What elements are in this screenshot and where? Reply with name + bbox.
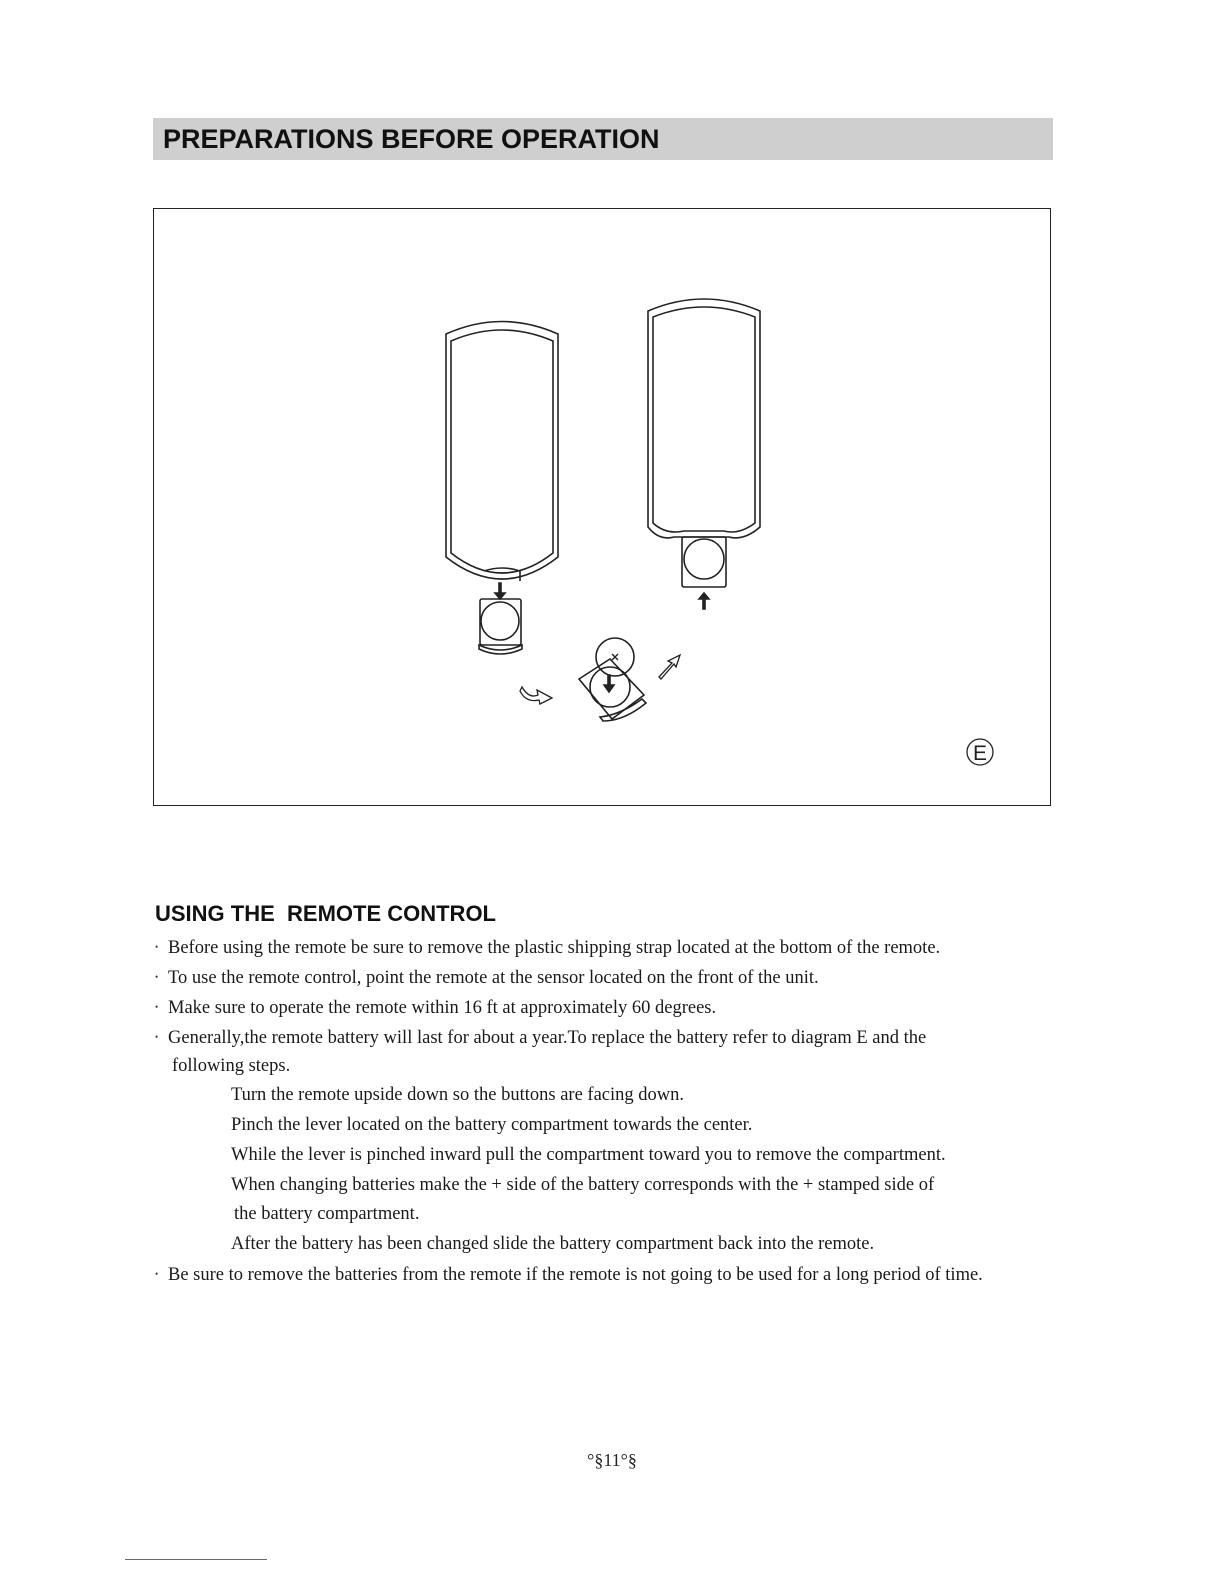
bullet-icon: • [155,972,159,982]
bullet-icon: • [155,1002,159,1012]
middle-down-arrow-icon [604,675,614,692]
step-item-continuation: the battery compartment. [234,1204,420,1224]
left-compartment [480,599,521,645]
step-item: Pinch the lever located on the battery compartment towards the center. [231,1115,753,1135]
up-right-arrow-icon [659,655,680,679]
up-arrow-icon [699,593,709,609]
figure-label: E [972,742,988,765]
down-arrow-icon [495,583,505,599]
footer-rule [125,1559,267,1560]
step-item: After the battery has been changed slide the battery compartment back into the remote. [231,1234,875,1254]
step-item: When changing batteries make the + side of the battery corresponds with the + stamped side of [231,1175,935,1195]
list-item: • Before using the remote be sure to remove the plastic shipping strap located at the bottom of the remote. [155,938,941,958]
right-battery [684,539,724,579]
list-item: • Generally,the remote battery will last for about a year.To replace the battery refer to diagram E and the [155,1028,927,1048]
rotate-arrow-icon [520,687,552,704]
list-item-continuation: following steps. [172,1056,291,1076]
list-item: • Be sure to remove the batteries from the remote if the remote is not going to be used for a long period of time. [155,1265,983,1285]
bullet-icon: • [155,1269,159,1279]
bullet-icon: • [155,1032,159,1042]
battery-replacement-diagram [154,209,1052,807]
left-compartment-base [479,645,522,654]
bullet-icon: • [155,942,159,952]
section-title: USING THE REMOTE CONTROL [155,901,496,926]
step-item: Turn the remote upside down so the buttons are facing down. [231,1085,685,1105]
header-banner [153,118,1053,160]
diagram-e-box [153,208,1051,806]
plus-mark-icon [612,654,618,660]
left-remote-outline [446,322,558,580]
step-item: While the lever is pinched inward pull the compartment toward you to remove the compartment. [231,1145,946,1165]
page-title: PREPARATIONS BEFORE OPERATION [163,124,660,154]
left-battery [481,602,519,640]
list-item: • Make sure to operate the remote within 16 ft at approximately 60 degrees. [155,998,717,1018]
page-number: °§11°§ [587,1450,637,1470]
right-remote-outline [648,299,760,538]
list-item: • To use the remote control, point the remote at the sensor located on the front of the unit. [155,968,819,988]
middle-compartment-group [579,638,646,721]
left-remote-inner [451,330,553,573]
right-remote-inner [653,307,755,532]
